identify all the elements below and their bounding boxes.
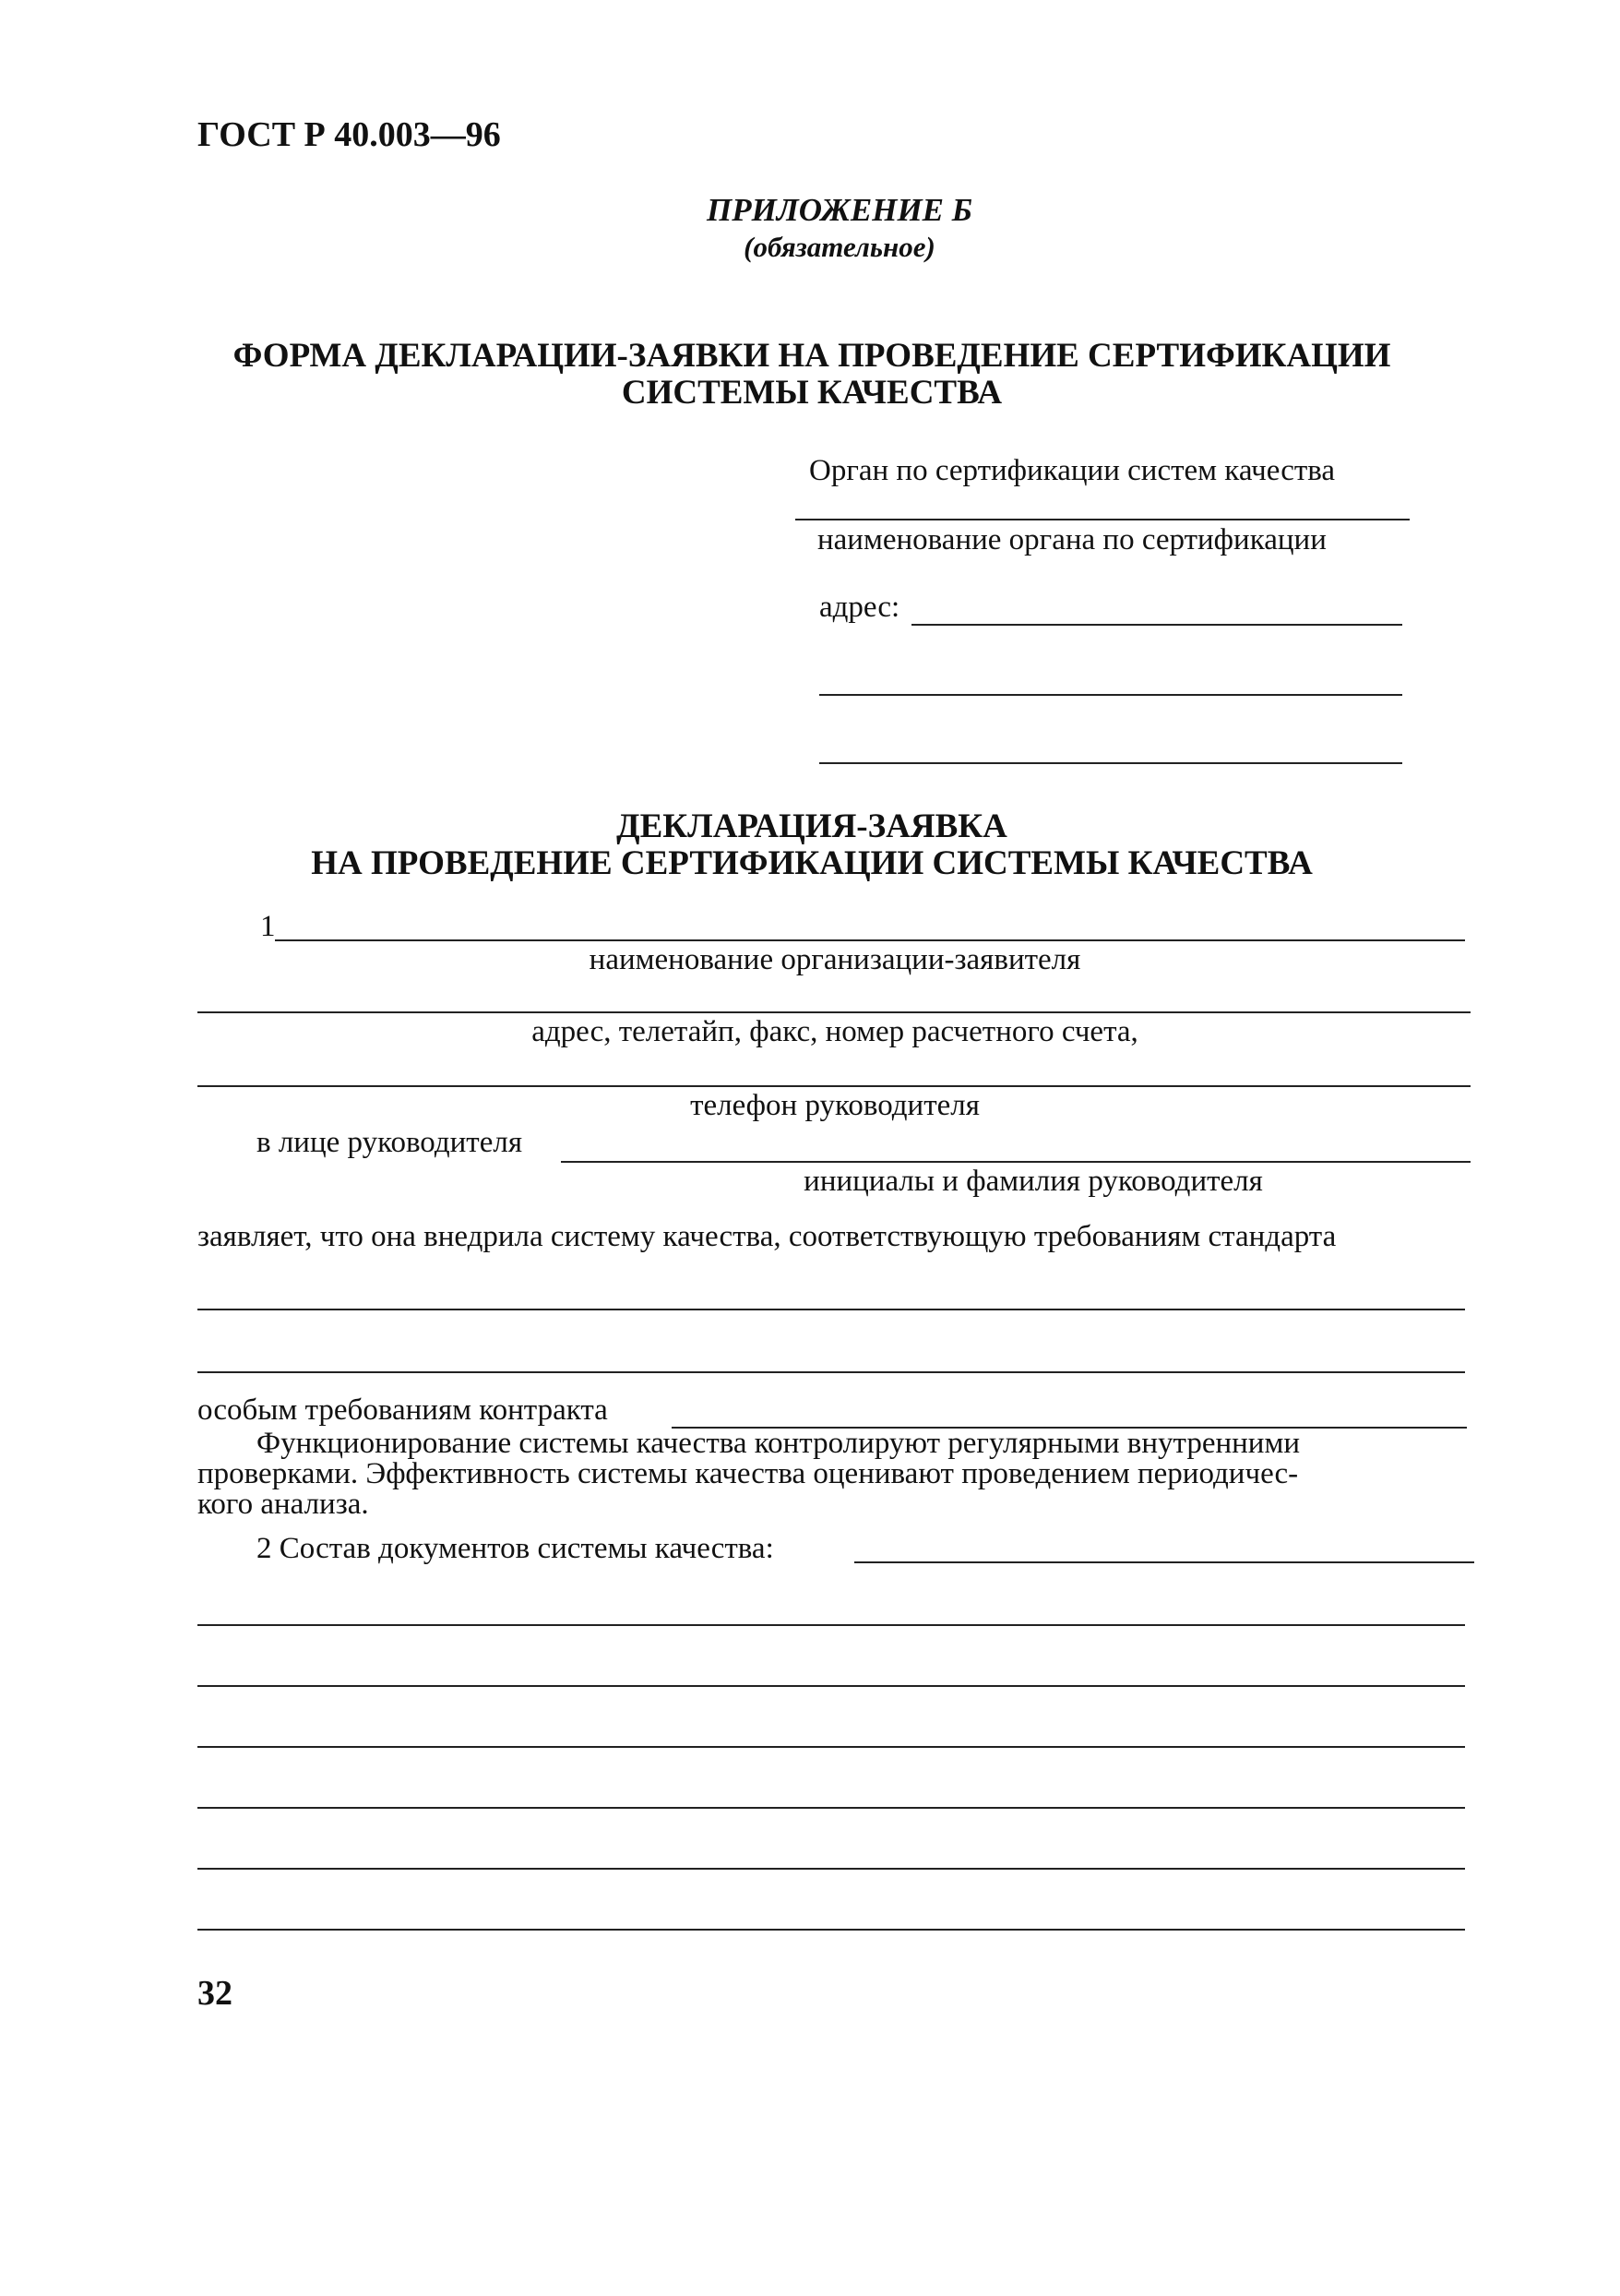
- applicant-name-field[interactable]: [275, 939, 1465, 941]
- paragraph-line-1: Функционирование системы качества контролируют регулярными внутренними: [256, 1427, 1301, 1460]
- appendix-note: (обязательное): [744, 231, 935, 263]
- documents-field-line-1[interactable]: [854, 1561, 1474, 1563]
- appendix-label: ПРИЛОЖЕНИЕ Б: [706, 192, 973, 228]
- certification-body-name-field[interactable]: [795, 519, 1410, 520]
- documents-field-line-7[interactable]: [197, 1929, 1465, 1931]
- applicant-name-caption: наименование организации-заявителя: [589, 943, 1081, 976]
- address-label: адрес:: [819, 591, 900, 624]
- declaration-title-line-1: ДЕКЛАРАЦИЯ-ЗАЯВКА: [616, 807, 1007, 845]
- represented-by-label: в лице руководителя: [256, 1126, 523, 1159]
- declaration-title-line-2: НА ПРОВЕДЕНИЕ СЕРТИФИКАЦИИ СИСТЕМЫ КАЧЕСТВА: [311, 844, 1313, 882]
- director-phone-caption: телефон руководителя: [690, 1089, 980, 1122]
- address-field-line-2[interactable]: [819, 694, 1402, 696]
- contract-requirements-label: особым требованиям контракта: [197, 1393, 608, 1427]
- document-code: ГОСТ Р 40.003—96: [197, 115, 501, 154]
- documents-field-line-6[interactable]: [197, 1868, 1465, 1870]
- documents-field-line-2[interactable]: [197, 1624, 1465, 1626]
- page-number: 32: [197, 1974, 232, 2013]
- standard-field-line-2[interactable]: [197, 1371, 1465, 1373]
- director-phone-field[interactable]: [197, 1085, 1471, 1087]
- documents-field-line-4[interactable]: [197, 1746, 1465, 1748]
- address-field-line-1[interactable]: [911, 624, 1402, 626]
- certification-body-caption: наименование органа по сертификации: [817, 523, 1327, 556]
- applicant-address-caption: адрес, телетайп, факс, номер расчетного счета,: [531, 1015, 1138, 1048]
- certification-body-label: Орган по сертификации систем качества: [809, 454, 1336, 487]
- declaration-statement: заявляет, что она внедрила систему качества, соответствующую требованиям стандарта: [197, 1220, 1337, 1253]
- paragraph-line-2: проверками. Эффективность системы качества оценивают проведением периодичес-: [197, 1457, 1299, 1490]
- address-field-line-3[interactable]: [819, 762, 1402, 764]
- standard-field-line-1[interactable]: [197, 1309, 1465, 1310]
- director-name-field[interactable]: [561, 1161, 1471, 1163]
- director-name-caption: инициалы и фамилия руководителя: [804, 1165, 1263, 1198]
- form-title-line-1: ФОРМА ДЕКЛАРАЦИИ-ЗАЯВКИ НА ПРОВЕДЕНИЕ СЕРТИФИКАЦИИ: [232, 337, 1391, 375]
- form-title-line-2: СИСТЕМЫ КАЧЕСТВА: [621, 374, 1003, 412]
- quality-system-paragraph: [197, 1429, 1472, 1520]
- paragraph-line-3: кого анализа.: [197, 1488, 369, 1521]
- item-2-documents-label: 2 Состав документов системы качества:: [256, 1532, 774, 1565]
- item-1-number: 1: [260, 910, 276, 943]
- documents-field-line-5[interactable]: [197, 1807, 1465, 1809]
- documents-field-line-3[interactable]: [197, 1685, 1465, 1687]
- applicant-address-field[interactable]: [197, 1011, 1471, 1013]
